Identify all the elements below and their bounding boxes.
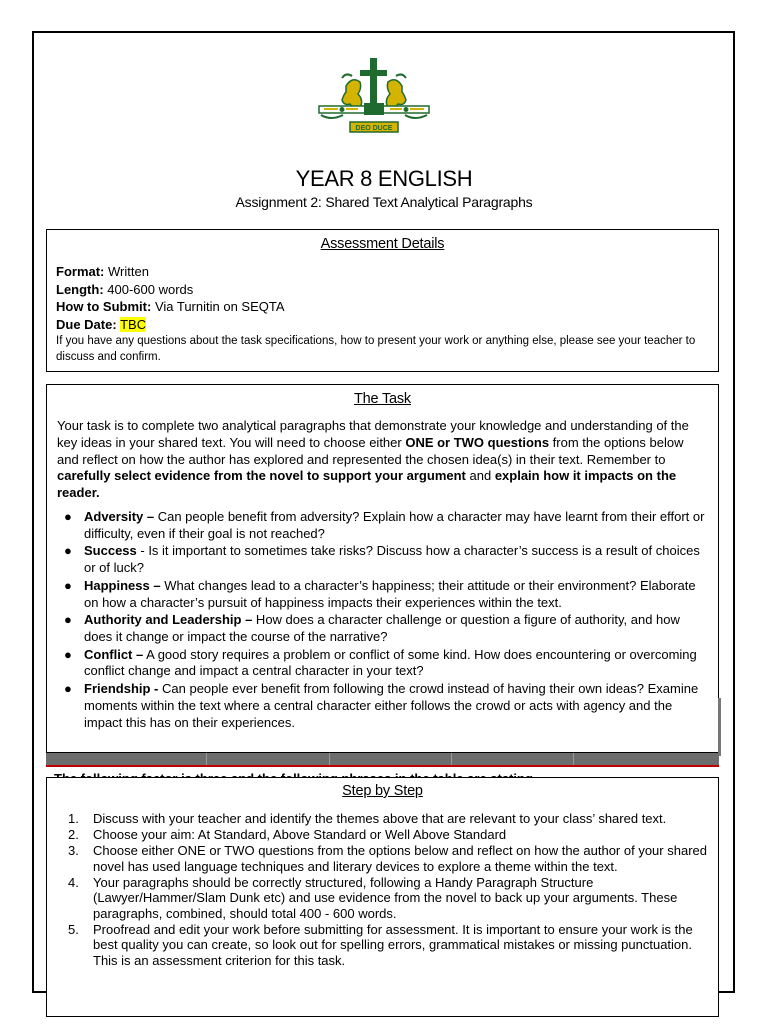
step-number: 1. xyxy=(68,811,79,826)
document-subtitle: Assignment 2: Shared Text Analytical Paragraphs xyxy=(235,194,533,210)
table-rule xyxy=(46,765,719,767)
list-item xyxy=(64,646,708,681)
step-number: 5. xyxy=(68,921,79,937)
task-heading: The Task xyxy=(354,391,411,407)
step-text: Choose either ONE or TWO questions from the options below and reflect on how the author of your shared novel has used language techniques and literary devices to explore a theme within the text. xyxy=(93,842,707,874)
question-text: Can people benefit from adversity? Explain how a character may have learnt from their effort or difficulty, even if their goal is not reached? xyxy=(84,508,705,541)
crest-icon xyxy=(316,56,432,136)
question-term: Adversity – xyxy=(84,508,155,524)
length-value: 400-600 words xyxy=(103,281,194,297)
question-term: Authority and Leadership – xyxy=(84,612,253,628)
question-term: Success xyxy=(84,543,137,559)
bullet-icon: ● xyxy=(64,680,72,696)
question-text: - Is it important to sometimes take risks? Discuss how a character’s success is a result of choices or of luck? xyxy=(84,543,700,576)
steps-heading: Step by Step xyxy=(342,783,423,799)
bullet-icon: ● xyxy=(64,543,72,559)
table-divider xyxy=(329,753,330,765)
steps-box xyxy=(46,777,719,1017)
length-row xyxy=(56,281,709,299)
question-text: How does a character challenge or question a figure of authority, and how does it change or impact the course of the narrative? xyxy=(84,612,680,644)
format-value: Written xyxy=(104,264,149,279)
question-term: Conflict – xyxy=(84,646,144,662)
question-text: What changes lead to a character’s happiness; their attitude or their environment? Elaborate on how a character’s pursuit of happiness impacts their experiences within the text. xyxy=(84,577,696,610)
table-divider xyxy=(451,753,452,765)
list-item xyxy=(64,612,708,646)
question-text: A good story requires a problem or conflict of some kind. How does encountering or overcoming conflict change and impact a central character in your text? xyxy=(84,646,697,679)
step-text: Proofread and edit your work before submitting for assessment. It is important to ensure your work is the best quality you can create, so look out for spelling errors, grammatical mistakes or missing punctuation. This is an assessment criterion for this task. xyxy=(93,921,693,968)
task-intro-bold-2: carefully select evidence from the novel to support your argument xyxy=(57,468,466,484)
list-item xyxy=(64,680,708,731)
assessment-details-heading: Assessment Details xyxy=(320,236,445,252)
task-intro xyxy=(57,418,708,502)
table-divider xyxy=(573,753,574,765)
step-number: 4. xyxy=(68,874,79,890)
step-number: 3. xyxy=(68,842,79,858)
task-intro-bold-3: explain how it impacts on the reader. xyxy=(57,468,677,501)
submit-value: Via Turnitin on SEQTA xyxy=(151,299,285,314)
table-header-stripe xyxy=(46,753,719,765)
task-box xyxy=(46,384,719,753)
task-intro-text-2: from the options below and reflect on how the author has explored and represented the chosen idea(s) in their text. Remember to xyxy=(57,434,684,467)
submit-label: How to Submit: xyxy=(56,299,152,314)
step-text: Your paragraphs should be correctly structured, following a Handy Paragraph Structure (Lawyer/Hammer/Slam Dunk etc) and use evidence from the novel to back up your arguments. These paragraphs, combined, should total 400 - 600 words. xyxy=(93,874,678,921)
submit-row xyxy=(56,298,709,316)
school-crest-logo xyxy=(316,56,432,136)
format-label: Format: xyxy=(56,264,105,279)
step-text: Choose your aim: At Standard, Above Standard or Well Above Standard xyxy=(93,826,507,842)
step-text: Discuss with your teacher and identify the themes above that are relevant to your class’ shared text. xyxy=(93,811,667,826)
document-title: YEAR 8 ENGLISH xyxy=(295,166,473,191)
table-edge xyxy=(718,698,721,756)
length-label: Length: xyxy=(56,281,104,297)
list-item xyxy=(68,874,708,922)
list-item xyxy=(64,577,708,612)
question-text: Can people ever benefit from following the crowd instead of having their own ideas? Examine moments within the text where a central character either follows the crowd or acts with agency and the impact this has on their experiences. xyxy=(84,680,699,730)
question-term: Friendship - xyxy=(84,680,159,696)
task-intro-text-1: Your task is to complete two analytical paragraphs that demonstrate your knowledge and understanding of the key ideas in your shared text. You will need to choose either xyxy=(57,418,689,450)
due-date-label: Due Date: xyxy=(56,316,117,332)
questions-note: If you have any questions about the task specifications, how to present your work or anything else, please see your teacher to discuss and confirm. xyxy=(56,335,696,363)
assessment-details-box xyxy=(46,229,719,372)
task-intro-bold-1: ONE or TWO questions xyxy=(405,434,550,450)
due-date-row xyxy=(56,316,709,334)
task-intro-text-3: and xyxy=(465,468,495,484)
list-item xyxy=(64,543,708,577)
due-date-value: TBC xyxy=(120,316,147,332)
logo-motto: DEO DUCE xyxy=(355,125,393,132)
question-list xyxy=(57,509,708,731)
table-divider xyxy=(206,753,207,765)
list-item xyxy=(68,811,708,827)
bullet-icon: ● xyxy=(64,646,72,662)
list-item xyxy=(64,508,708,543)
list-item xyxy=(68,826,708,843)
list-item xyxy=(68,921,708,969)
bullet-icon: ● xyxy=(64,508,72,524)
bullet-icon: ● xyxy=(64,577,72,593)
question-term: Happiness – xyxy=(84,577,161,593)
steps-list xyxy=(57,811,708,969)
step-number: 2. xyxy=(68,826,79,842)
format-row xyxy=(56,263,709,281)
list-item xyxy=(68,842,708,874)
bullet-icon: ● xyxy=(64,612,72,628)
